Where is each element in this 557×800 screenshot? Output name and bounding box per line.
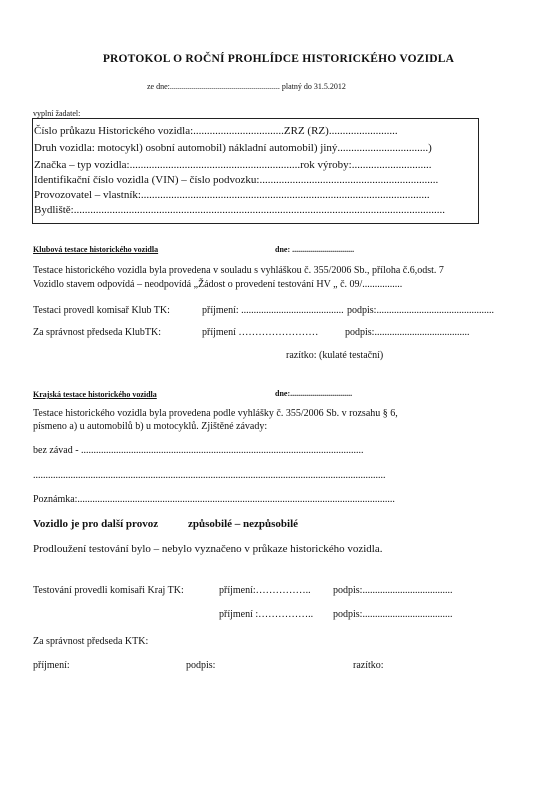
club-section-heading: Klubová testace historického vozidla [33, 245, 159, 254]
regional-commissioners-label: Testování provedli komisaři Kraj TK: [33, 585, 184, 596]
regional-commissioner1-sign[interactable]: podpis:.................................... [333, 585, 453, 596]
extension-text: Prodloužení testování bylo – nebylo vyznačeno v průkaze historického vozidla. [33, 543, 383, 555]
club-commissioner-sign[interactable]: podpis:............................................... [347, 305, 494, 316]
regional-commissioner2-sign[interactable]: podpis:.................................... [333, 609, 453, 620]
regional-chair-sign[interactable]: podpis: [186, 660, 216, 671]
vehicle-type-field[interactable]: Druh vozidla: motocykl) osobní automobil) nákladní automobil) jiný.................................) [34, 142, 432, 154]
permit-number-field[interactable]: Číslo průkazu Historického vozidla:.................................ZRZ (RZ)......................... [34, 125, 398, 137]
regional-commissioner1-surname[interactable]: příjmení:…………….. [219, 585, 311, 596]
document-title: PROTOKOL O ROČNÍ PROHLÍDCE HISTORICKÉHO VOZIDLA [102, 53, 455, 65]
regional-chair-surname[interactable]: příjmení: [33, 660, 70, 671]
no-defects-field[interactable]: bez závad - ................................................................................................................. [33, 445, 364, 456]
club-stamp-label: razítko: (kulaté testační) [286, 350, 384, 361]
brand-type-field[interactable]: Značka – typ vozidla:..............................................................rok výroby:............................. [34, 159, 432, 171]
club-commissioner-surname[interactable]: příjmení: ......................................... [202, 305, 344, 316]
regional-text-1: Testace historického vozidla byla provedena podle vyhlášky č. 355/2006 Sb. v rozsahu § 6, [33, 408, 398, 419]
note-field[interactable]: Poznámka:............................................................................................................................... [33, 494, 395, 505]
club-chair-label: Za správnost předseda KlubTK: [33, 327, 162, 338]
verdict-label: Vozidlo je pro další provoz [33, 518, 159, 530]
club-commissioner-label: Testaci provedl komisař Klub TK: [33, 305, 170, 316]
date-validity-line: ze dne:....................................................... platný do 31.5.2012 [147, 82, 346, 91]
verdict-options[interactable]: způsobilé – nezpůsobilé [188, 518, 299, 530]
regional-text-2: písmeno a) u automobilů b) u motocyklů. Zjištěné závady: [33, 421, 268, 432]
regional-commissioner2-surname[interactable]: příjmení :…………….. [219, 609, 314, 620]
regional-chair-label: Za správnost předseda KTK: [33, 636, 149, 647]
regional-section-heading: Krajská testace historického vozidla [33, 390, 157, 399]
defects-extra-line[interactable]: ............................................................................................................................................. [33, 470, 386, 481]
applicant-label: vyplní žadatel: [33, 109, 81, 118]
club-date-field[interactable]: dne: ............................... [275, 245, 355, 254]
vin-field[interactable]: Identifikační číslo vozidla (VIN) – číslo podvozku:................................................................. [34, 174, 439, 186]
club-text-1: Testace historického vozidla byla provedena v souladu s vyhláškou č. 355/2006 Sb., příloha č.6,odst. 7 [33, 265, 444, 276]
owner-field[interactable]: Provozovatel – vlastník:......................................................................................................... [34, 189, 430, 201]
club-text-2: Vozidlo stavem odpovídá – neodpovídá „Žádost o provedení testování HV „ č. 09/................ [33, 279, 403, 290]
club-chair-surname[interactable]: příjmení …………………… [202, 327, 319, 338]
club-chair-sign[interactable]: podpis:...................................... [345, 327, 470, 338]
applicant-box [32, 118, 479, 224]
regional-date-field[interactable]: dne:............................... [275, 389, 353, 398]
regional-chair-stamp[interactable]: razítko: [353, 660, 384, 671]
residence-field[interactable]: Bydliště:....................................................................................................................................... [34, 204, 445, 216]
